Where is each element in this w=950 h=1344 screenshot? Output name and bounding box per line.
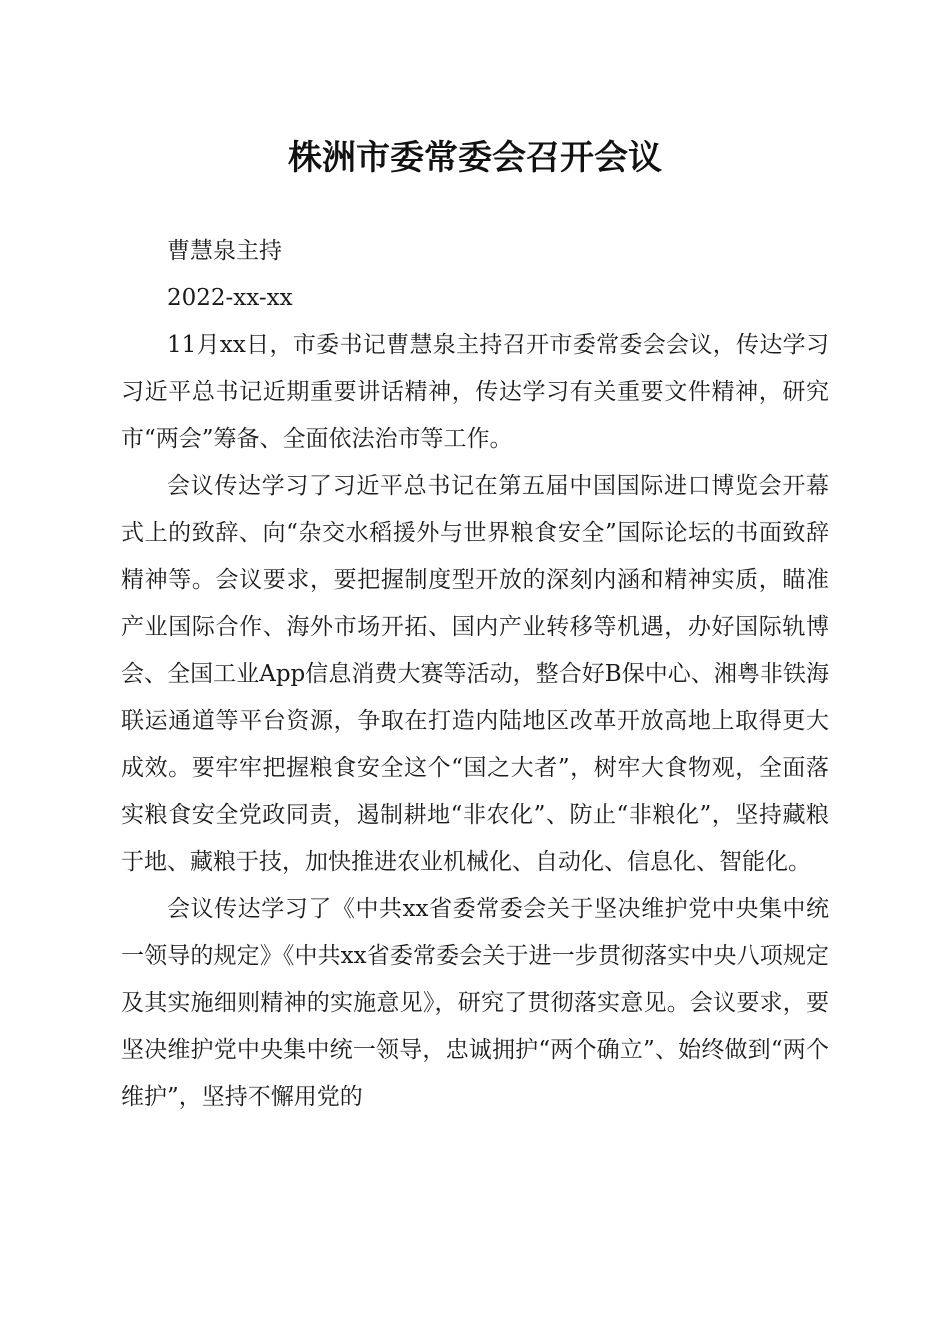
- paragraph-3: 会议传达学习了《中共xx省委常委会关于坚决维护党中央集中统一领导的规定》《中共xx省委常委会关于进一步贯彻落实中央八项规定及其实施细则精神的实施意见》，研究了贯彻落实意见。会议要求，要坚决维护党中央集中统一领导，忠诚拥护“两个确立”、始终做到“两个维护”，坚持不懈用党的: [121, 896, 829, 1110]
- document-body: [121, 228, 829, 1121]
- date-line: 2022-xx-xx: [167, 285, 293, 311]
- paragraph-1: 11月xx日，市委书记曹慧泉主持召开市委常委会会议，传达学习习近平总书记近期重要讲话精神，传达学习有关重要文件精神，研究市“两会”筹备、全面依法治市等工作。: [121, 332, 829, 452]
- host-line: 曹慧泉主持: [167, 238, 282, 264]
- document-title: 株洲市委常委会召开会议: [288, 138, 662, 178]
- paragraph-2: 会议传达学习了习近平总书记在第五届中国国际进口博览会开幕式上的致辞、向“杂交水稻援外与世界粮食安全”国际论坛的书面致辞精神等。会议要求，要把握制度型开放的深刻内涵和精神实质，瞄准产业国际合作、海外市场开拓、国内产业转移等机遇，办好国际轨博会、全国工业App信息消费大赛等活动，整合好B保中心、湘粤非铁海联运通道等平台资源，争取在打造内陆地区改革开放高地上取得更大成效。要牢牢把握粮食安全这个“国之大者”，树牢大食物观，全面落实粮食安全党政同责，遏制耕地“非农化”、防止“非粮化”，坚持藏粮于地、藏粮于技，加快推进农业机械化、自动化、信息化、智能化。: [121, 473, 829, 875]
